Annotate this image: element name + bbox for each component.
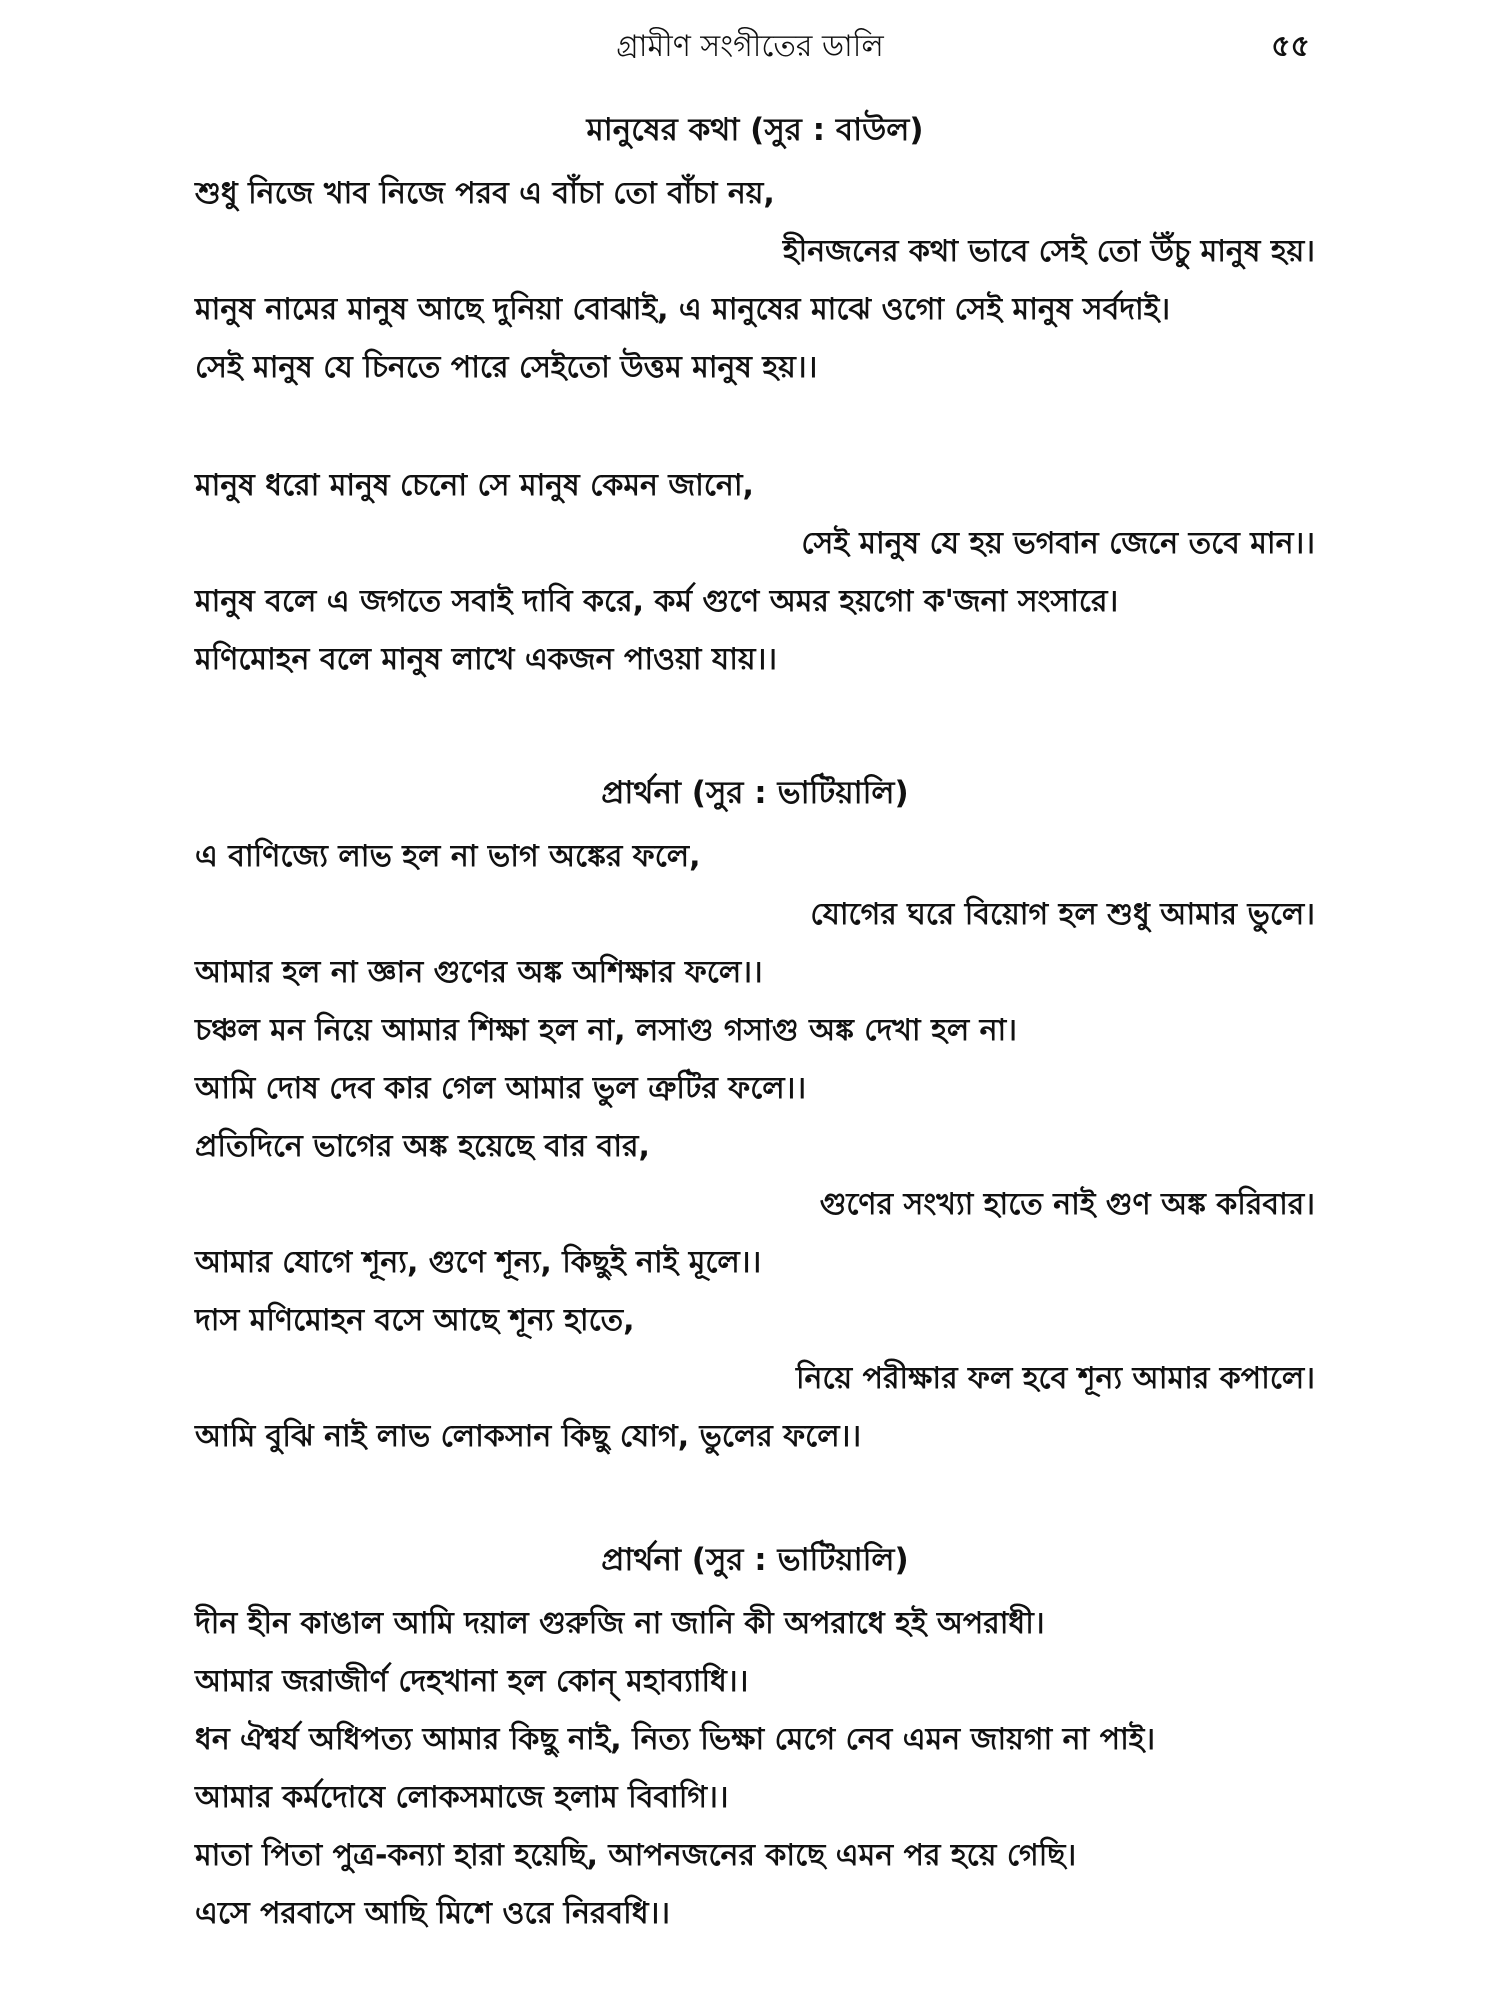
- verse-line: যোগের ঘরে বিয়োগ হল শুধু আমার ভুলে।: [810, 897, 1315, 932]
- song-manusher-katha: [195, 95, 1315, 689]
- song-prarthana-2: [195, 1525, 1315, 1943]
- verse-line: হীনজনের কথা ভাবে সেই তো উঁচু মানুষ হয়।: [782, 234, 1315, 269]
- verse-line: মানুষ ধরো মানুষ চেনো সে মানুষ কেমন জানো,: [195, 468, 754, 503]
- verse-line: মানুষ বলে এ জগতে সবাই দাবি করে, কর্ম গুণে অমর হয়গো ক'জনা সংসারে।: [195, 584, 1119, 619]
- verse-line: আমার যোগে শূন্য, গুণে শূন্য, কিছুই নাই মূলে।।: [195, 1245, 762, 1280]
- song-title: মানুষের কথা (সুর : বাউল): [586, 112, 924, 148]
- verse-line: চঞ্চল মন নিয়ে আমার শিক্ষা হল না, লসাগু গসাগু অঙ্ক দেখা হল না।: [195, 1013, 1017, 1048]
- verse-line: মাতা পিতা পুত্র-কন্যা হারা হয়েছি, আপনজনের কাছে এমন পর হয়ে গেছি।: [195, 1838, 1077, 1873]
- verse-line: দীন হীন কাঙাল আমি দয়াল গুরুজি না জানি কী অপরাধে হই অপরাধী।: [195, 1606, 1045, 1641]
- verse-line: সেই মানুষ যে হয় ভগবান জেনে তবে মান।।: [801, 526, 1315, 561]
- stanza-gap: [195, 397, 1315, 457]
- page-number: ৫৫: [1271, 29, 1310, 64]
- verse-line: মণিমোহন বলে মানুষ লাখে একজন পাওয়া যায়।।: [195, 642, 778, 677]
- song-title: প্রার্থনা (সুর : ভাটিয়ালি): [601, 1542, 909, 1578]
- verse-line: নিয়ে পরীক্ষার ফল হবে শূন্য আমার কপালে।: [795, 1361, 1315, 1396]
- verse-line: শুধু নিজে খাব নিজে পরব এ বাঁচা তো বাঁচা নয়,: [195, 176, 775, 211]
- verse-line: দাস মণিমোহন বসে আছে শূন্য হাতে,: [195, 1303, 635, 1338]
- verse-line: সেই মানুষ যে চিনতে পারে সেইতো উত্তম মানুষ হয়।।: [195, 350, 818, 385]
- song-prarthana-1: [195, 758, 1315, 1466]
- verse-line: প্রতিদিনে ভাগের অঙ্ক হয়েছে বার বার,: [195, 1129, 650, 1164]
- verse-line: ধন ঐশ্বর্য অধিপত্য আমার কিছু নাই, নিত্য ভিক্ষা মেগে নেব এমন জায়গা না পাই।: [195, 1722, 1156, 1757]
- verse-line: আমি দোষ দেব কার গেল আমার ভুল ত্রুটির ফলে।।: [195, 1071, 807, 1106]
- verse-line: আমার কর্মদোষে লোকসমাজে হলাম বিবাগি।।: [195, 1780, 729, 1815]
- verse-line: গুণের সংখ্যা হাতে নাই গুণ অঙ্ক করিবার।: [819, 1187, 1315, 1222]
- verse-line: আমার জরাজীর্ণ দেহখানা হল কোন্ মহাব্যাধি।।: [195, 1664, 749, 1699]
- verse-line: আমি বুঝি নাই লাভ লোকসান কিছু যোগ, ভুলের ফলে।।: [195, 1419, 862, 1454]
- verse-line: আমার হল না জ্ঞান গুণের অঙ্ক অশিক্ষার ফলে।।: [195, 955, 763, 990]
- running-title: গ্রামীণ সংগীতের ডালি: [616, 29, 884, 64]
- running-header: [0, 22, 1500, 72]
- verse-line: মানুষ নামের মানুষ আছে দুনিয়া বোঝাই, এ মানুষের মাঝে ওগো সেই মানুষ সর্বদাই।: [195, 292, 1171, 327]
- verse-line: এসে পরবাসে আছি মিশে ওরে নিরবধি।।: [195, 1896, 671, 1931]
- verse-line: এ বাণিজ্যে লাভ হল না ভাগ অঙ্কের ফলে,: [195, 839, 701, 874]
- song-title: প্রার্থনা (সুর : ভাটিয়ালি): [601, 775, 909, 811]
